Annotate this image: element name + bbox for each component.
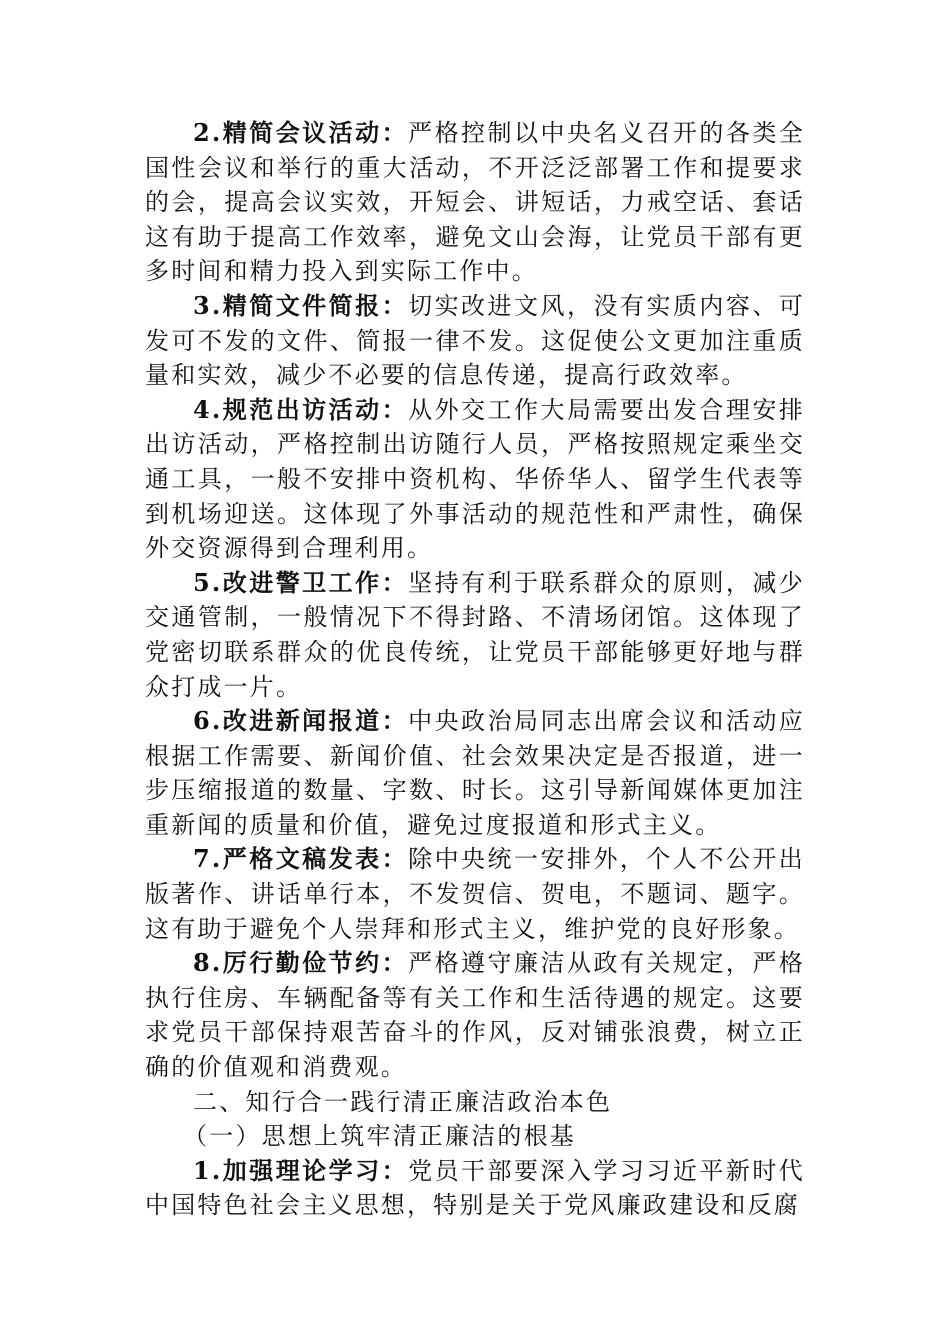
list-item bbox=[145, 289, 805, 393]
list-item bbox=[145, 946, 805, 1084]
item-body: 严格控制以中央名义召开的各类全国性会议和举行的重大活动，不开泛泛部署工作和提要求的会，提高会议实效，开短会、讲短话，力戒空话、套话这有助于提高工作效率，避免文山会海，让党员干部有更多时间和精力投入到实际工作中。 bbox=[145, 119, 806, 286]
item-heading: 7.严格文稿发表： bbox=[193, 844, 409, 874]
item-heading: 2.精简会议活动： bbox=[193, 118, 409, 147]
list-item bbox=[145, 1154, 805, 1223]
subsection-title: （一）思想上筑牢清正廉洁的根基 bbox=[183, 1122, 576, 1151]
document-page bbox=[145, 116, 805, 1223]
item-body: 切实改进文风，没有实质内容、可发可不发的文件、简报一律不发。这促使公文更加注重质量和实效，减少不必要的信息传递，提高行政效率。 bbox=[145, 291, 806, 390]
item-body: 严格遵守廉洁从政有关规定，严格执行住房、车辆配备等有关工作和生活待遇的规定。这要求党员干部保持艰苦奋斗的作风，反对铺张浪费，树立正确的价值观和消费观。 bbox=[145, 949, 806, 1082]
item-body: 党员干部要深入学习习近平新时代中国特色社会主义思想，特别是关于党风廉政建设和反腐 bbox=[145, 1156, 806, 1220]
item-body: 坚持有利于联系群众的原则，减少交通管制，一般情况下不得封路、不清场闭馆。这体现了党密切联系群众的优良传统，让党员干部能够更好地与群众打成一片。 bbox=[145, 568, 806, 701]
list-item bbox=[145, 566, 805, 704]
section-title: 二、知行合一践行清正廉洁政治本色 bbox=[193, 1087, 613, 1116]
item-heading: 1.加强理论学习： bbox=[193, 1155, 409, 1185]
list-item bbox=[145, 393, 805, 566]
item-heading: 3.精简文件简报： bbox=[193, 290, 409, 320]
item-body: 中央政治局同志出席会议和活动应根据工作需要、新闻价值、社会效果决定是否报道，进一步压缩报道的数量、字数、时长。这引导新闻媒体更加注重新闻的质量和价值，避免过度报道和形式主义。 bbox=[145, 707, 806, 839]
item-heading: 6.改进新闻报道： bbox=[193, 706, 409, 736]
list-item bbox=[145, 842, 805, 946]
item-body: 从外交工作大局需要出发合理安排出访活动，严格控制出访随行人员，严格按照规定乘坐交通工具，一般不安排中资机构、华侨华人、留学生代表等到机场迎送。这体现了外事活动的规范性和严肃性，确保外交资源得到合理利用。 bbox=[145, 395, 806, 563]
item-heading: 5.改进警卫工作： bbox=[193, 567, 409, 597]
list-item bbox=[145, 704, 805, 842]
item-heading: 4.规范出访活动： bbox=[193, 394, 409, 424]
item-body: 除中央统一安排外，个人不公开出版著作、讲话单行本，不发贺信、贺电，不题词、题字。这有助于避免个人崇拜和形式主义，维护党的良好形象。 bbox=[145, 845, 806, 943]
list-item bbox=[145, 116, 805, 289]
item-heading: 8.厉行勤俭节约： bbox=[193, 948, 409, 978]
